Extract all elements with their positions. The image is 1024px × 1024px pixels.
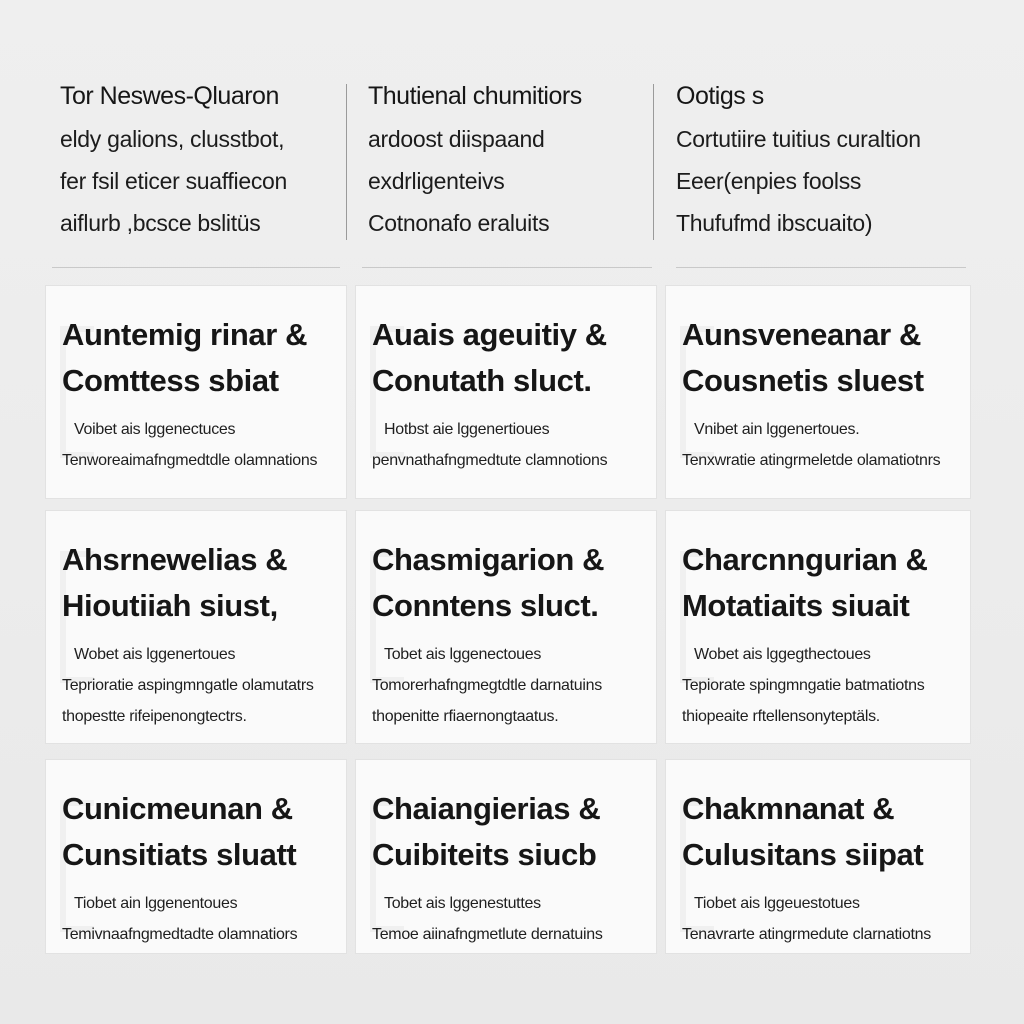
card-title: Hioutiiah siust, <box>62 588 278 623</box>
header-column-1 <box>60 82 340 251</box>
card-subtitle: Wobet ais lggegthectoues <box>694 646 871 663</box>
card-subtitle: Vnibet ain lggenertoues. <box>694 421 860 438</box>
card-title: Chasmigarion & <box>372 542 605 577</box>
card[interactable] <box>356 760 656 953</box>
header-column-line: fer fsil eticer suaffiecon <box>60 168 287 194</box>
card[interactable] <box>666 511 970 743</box>
card-description: Tomorerhafngmegtdtle darnatuins <box>372 677 602 694</box>
card-title: Comttess sbiat <box>62 363 279 398</box>
header-column-line: eldy galions, clusstbot, <box>60 126 285 152</box>
card-description: thopenitte rfiaernongtaatus. <box>372 708 559 725</box>
card-subtitle: Tiobet ais lggeuestotues <box>694 895 860 912</box>
card[interactable] <box>356 286 656 498</box>
header-column-3 <box>676 82 956 251</box>
card-title: Motatiaits siuait <box>682 588 910 623</box>
section-divider <box>676 267 966 268</box>
section-divider <box>362 267 652 268</box>
header-column-title: Ootigs s <box>676 82 764 110</box>
card-description: thiopeaite rftellensonyteptäls. <box>682 708 880 725</box>
card-description: Tepiorate spingmngatie batmatiotns <box>682 677 925 694</box>
card-description: Tenavrarte atingrmedute clarnatiotns <box>682 926 931 943</box>
header-column-title: Thutienal chumitiors <box>368 82 582 110</box>
card-subtitle: Tobet ais lggenestuttes <box>384 895 541 912</box>
card[interactable] <box>46 760 346 953</box>
header-column-line: ardoost diispaand <box>368 126 545 152</box>
card[interactable] <box>46 286 346 498</box>
header-column-line: exdrligenteivs <box>368 168 505 194</box>
card-description: Temoe aiinafngmetlute dernatuins <box>372 926 603 943</box>
card-title: Aunsveneanar & <box>682 317 922 352</box>
card-title: Chakmnanat & <box>682 791 895 826</box>
card-title: Cousnetis sluest <box>682 363 924 398</box>
card-subtitle: Tiobet ain lggenentoues <box>74 895 238 912</box>
card-description: Tenxwratie atingrmeletde olamatiotnrs <box>682 452 941 469</box>
card-subtitle: Tobet ais lggenectoues <box>384 646 542 663</box>
card[interactable] <box>356 511 656 743</box>
card-title: Cunicmeunan & <box>62 791 293 826</box>
card-title: Cunsitiats sluatt <box>62 837 297 872</box>
card-subtitle: Voibet ais lggenectuces <box>74 421 236 438</box>
card-title: Conntens sluct. <box>372 588 599 623</box>
card-subtitle: Hotbst aie lggenertioues <box>384 421 550 438</box>
header-column-line: Thufufmd ibscuaito) <box>676 210 873 236</box>
card-description: penvnathafngmedtute clamnotions <box>372 452 608 469</box>
header-column-line: Eeer(enpies foolss <box>676 168 862 194</box>
card-title: Charcnngurian & <box>682 542 928 577</box>
header-column-title: Tor Neswes-Qluaron <box>60 82 279 110</box>
card-description: Temivnaafngmedtadte olamnatiors <box>62 926 298 943</box>
column-divider <box>653 84 654 240</box>
card[interactable] <box>666 760 970 953</box>
header-column-line: aiflurb ,bcsce bslitüs <box>60 210 261 236</box>
card-description: Tenworeaimafngmedtdle olamnations <box>62 452 318 469</box>
column-divider <box>346 84 347 240</box>
header-column-line: Cotnonafo eraluits <box>368 210 550 236</box>
card-title: Auntemig rinar & <box>62 317 308 352</box>
card-title: Chaiangierias & <box>372 791 601 826</box>
card-description: thopestte rifeipenongtectrs. <box>62 708 247 725</box>
card[interactable] <box>666 286 970 498</box>
card-subtitle: Wobet ais lggenertoues <box>74 646 236 663</box>
card-title: Auais ageuitiy & <box>372 317 607 352</box>
card-title: Culusitans siipat <box>682 837 924 872</box>
card[interactable] <box>46 511 346 743</box>
card-title: Cuibiteits siucb <box>372 837 597 872</box>
card-title: Conutath sluct. <box>372 363 592 398</box>
header-column-2 <box>368 82 648 251</box>
section-divider <box>52 267 340 268</box>
card-description: Teprioratie aspingmngatle olamutatrs <box>62 677 314 694</box>
card-title: Ahsrnewelias & <box>62 542 288 577</box>
header-column-line: Cortutiire tuitius curaltion <box>676 126 921 152</box>
